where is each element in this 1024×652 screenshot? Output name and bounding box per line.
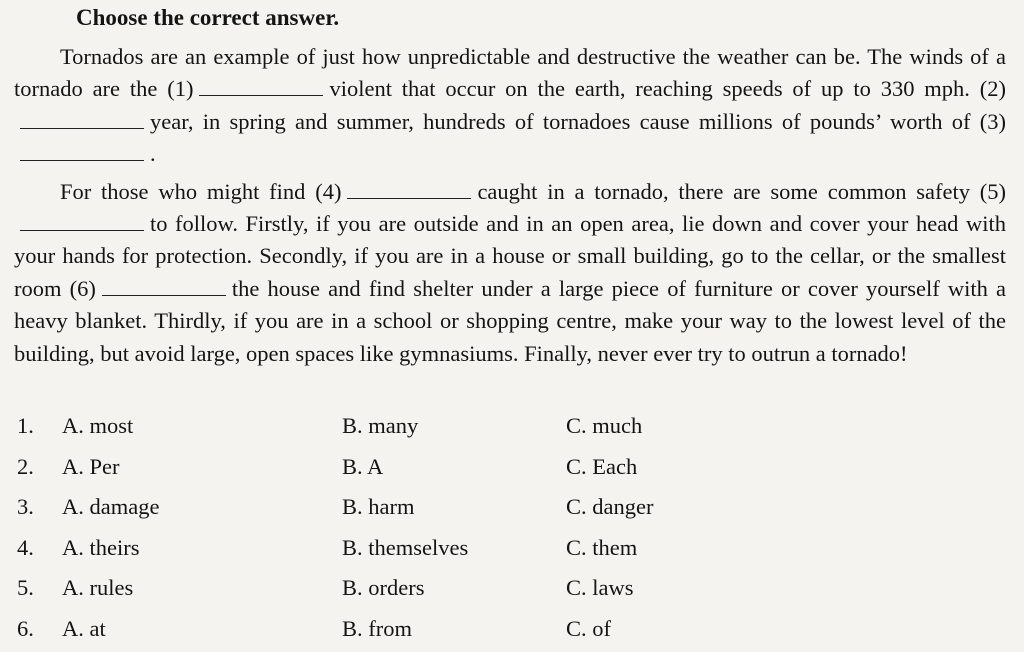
question-row xyxy=(0,612,1024,652)
instruction-title: Choose the correct answer. xyxy=(76,5,340,30)
option-c[interactable]: C. them xyxy=(566,534,638,560)
blank-3[interactable] xyxy=(20,140,144,161)
option-a[interactable]: A. most xyxy=(62,413,134,438)
reading-passage xyxy=(14,41,1006,370)
question-row xyxy=(0,409,1024,450)
question-row xyxy=(0,450,1024,491)
question-number: 2. xyxy=(17,453,34,479)
option-c[interactable]: C. of xyxy=(566,615,611,641)
passage-text: the house and find shelter under a large piece of furniture or cover yourself with a heavy blanket. Thirdly, if you are in a school or shopping centre, make your way to the lowest level of the building, but avoid large, open spaces like gymnasiums. Finally, never ever try to outrun a tornado! xyxy=(14,275,1006,366)
question-row xyxy=(0,531,1024,572)
option-b[interactable]: B. harm xyxy=(342,494,415,519)
blank-1[interactable] xyxy=(199,75,323,96)
passage-text: to follow. Firstly, if you are outside and in an open area, lie down and cover your head with your hands for protection. Secondly, if you are in a house or small building, go to the cellar, or the smallest room (6) xyxy=(14,211,1006,301)
question-number: 5. xyxy=(17,575,34,600)
passage-text: For those who might find (4) xyxy=(60,178,342,204)
question-number: 1. xyxy=(17,413,34,438)
blank-5[interactable] xyxy=(20,210,144,231)
question-number: 4. xyxy=(17,534,34,560)
paragraph-2 xyxy=(14,176,1006,370)
option-a[interactable]: A. Per xyxy=(62,453,120,479)
option-b[interactable]: B. from xyxy=(342,615,412,641)
blank-6[interactable] xyxy=(102,275,226,296)
option-b[interactable]: B. themselves xyxy=(342,534,469,560)
option-c[interactable]: C. Each xyxy=(566,453,638,479)
option-c[interactable]: C. laws xyxy=(566,575,634,600)
question-row xyxy=(0,571,1024,612)
option-c[interactable]: C. danger xyxy=(566,494,654,519)
option-c[interactable]: C. much xyxy=(566,413,643,438)
option-a[interactable]: A. theirs xyxy=(62,534,140,560)
answer-options xyxy=(0,409,1024,652)
paragraph-1 xyxy=(14,41,1006,171)
option-b[interactable]: B. many xyxy=(342,413,419,438)
question-number: 6. xyxy=(17,615,34,641)
question-number: 3. xyxy=(17,494,34,519)
passage-text: Tornados are an example of just how unpredictable and destructive the weather can be. The winds of a tornado are the (1) xyxy=(14,44,1006,102)
passage-text: . xyxy=(150,141,156,167)
passage-text: caught in a tornado, there are some common safety (5) xyxy=(477,178,1006,204)
blank-2[interactable] xyxy=(20,108,144,129)
option-b[interactable]: B. A xyxy=(342,453,384,479)
option-b[interactable]: B. orders xyxy=(342,575,425,600)
blank-4[interactable] xyxy=(347,178,471,199)
passage-text: year, in spring and summer, hundreds of tornadoes cause millions of pounds’ worth of (3) xyxy=(150,108,1006,134)
passage-text: violent that occur on the earth, reaching speeds of up to 330 mph. (2) xyxy=(329,76,1006,102)
option-a[interactable]: A. rules xyxy=(62,575,134,600)
question-row xyxy=(0,490,1024,531)
option-a[interactable]: A. damage xyxy=(62,494,160,519)
option-a[interactable]: A. at xyxy=(62,615,106,641)
